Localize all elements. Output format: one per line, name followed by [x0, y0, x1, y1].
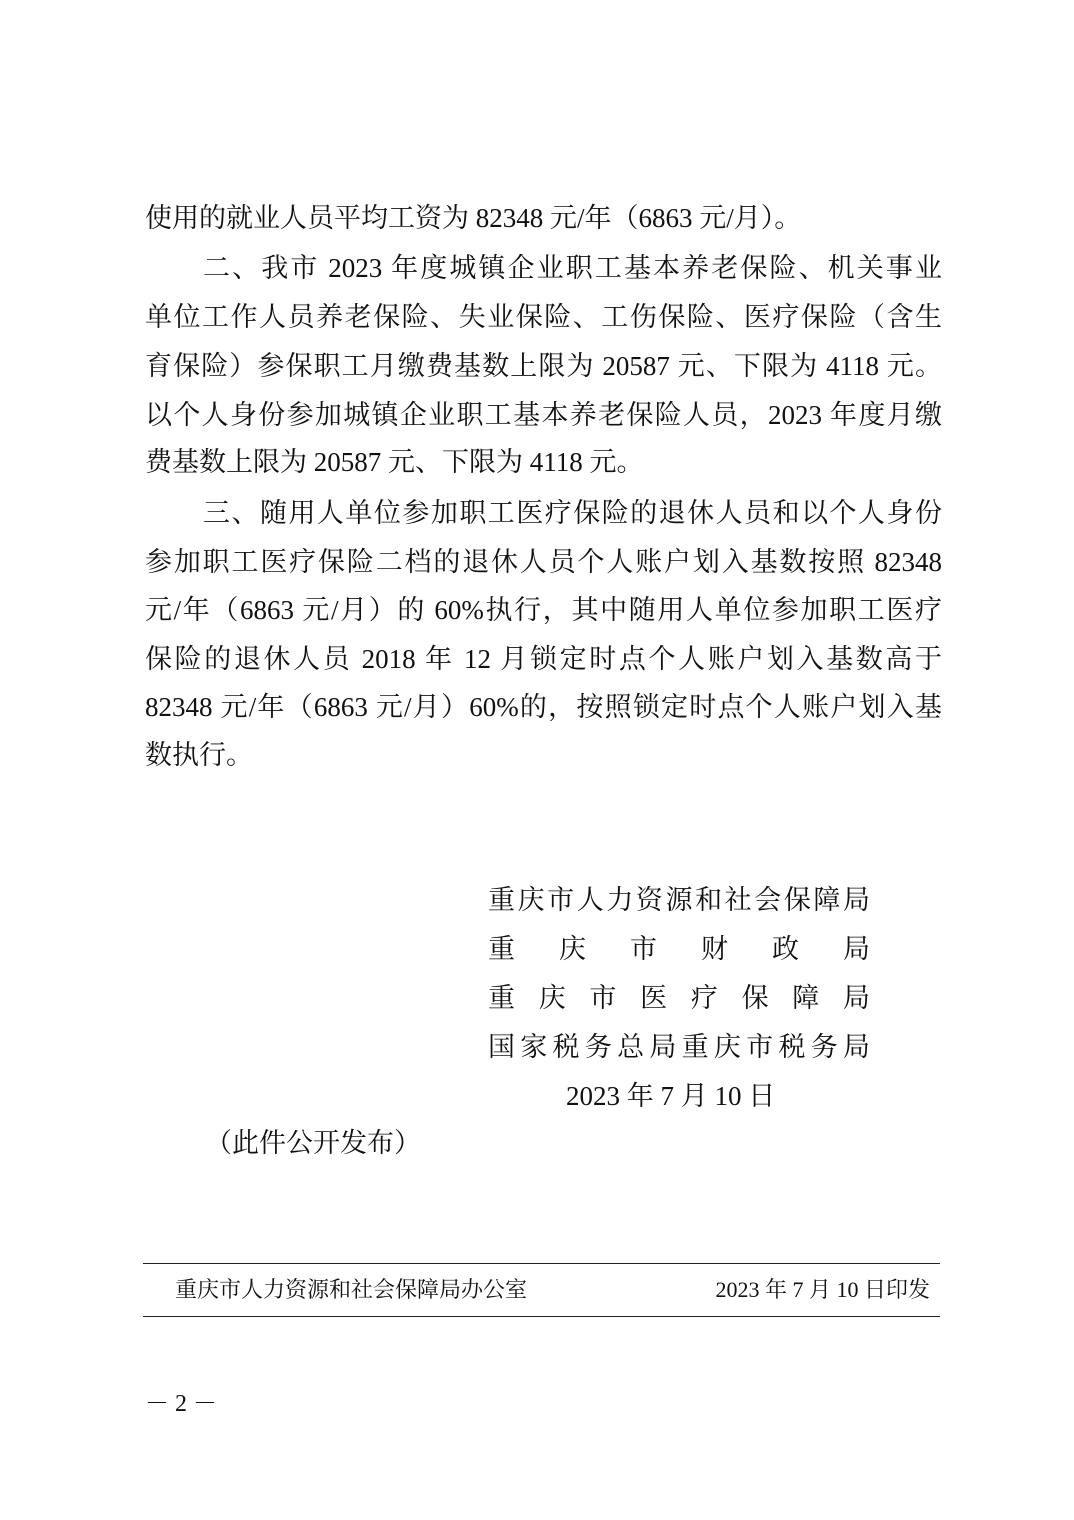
signatory: 重庆市医疗保障局: [488, 983, 870, 1013]
body-line: 数执行。: [145, 740, 253, 770]
signature-date: 2023 年 7 月 10 日: [566, 1081, 776, 1111]
body-line: 以个人身份参加城镇企业职工基本养老保险人员，2023 年度月缴: [145, 400, 942, 430]
footer-top-rule: [143, 1263, 940, 1264]
body-line: 三、随用人单位参加职工医疗保险的退休人员和以个人身份: [203, 498, 942, 528]
signatory: 重庆市财政局: [488, 934, 870, 964]
footer-issuer: 重庆市人力资源和社会保障局办公室: [175, 1277, 528, 1302]
body-line: 使用的就业人员平均工资为 82348 元/年（6863 元/月）。: [145, 203, 802, 233]
body-line: 费基数上限为 20587 元、下限为 4118 元。: [145, 447, 644, 477]
body-line: 元/年（6863 元/月）的 60%执行，其中随用人单位参加职工医疗: [145, 595, 942, 625]
footer-bottom-rule: [143, 1316, 940, 1317]
body-line: 育保险）参保职工月缴费基数上限为 20587 元、下限为 4118 元。: [145, 351, 942, 381]
body-line: 保险的退休人员 2018 年 12 月锁定时点个人账户划入基数高于: [145, 644, 942, 674]
footer-issue-date: 2023 年 7 月 10 日印发: [715, 1277, 930, 1302]
body-line: 二、我市 2023 年度城镇企业职工基本养老保险、机关事业: [203, 253, 942, 283]
publication-note: （此件公开发布）: [205, 1128, 421, 1158]
body-line: 82348 元/年（6863 元/月）60%的，按照锁定时点个人账户划入基: [145, 692, 942, 722]
body-line: 参加职工医疗保险二档的退休人员个人账户划入基数按照 82348: [145, 547, 942, 577]
signatory: 国家税务总局重庆市税务局: [488, 1032, 870, 1062]
signatory: 重庆市人力资源和社会保障局: [488, 885, 870, 915]
page-number: － 2 －: [145, 1391, 217, 1417]
body-line: 单位工作人员养老保险、失业保险、工伤保险、医疗保险（含生: [145, 302, 942, 332]
